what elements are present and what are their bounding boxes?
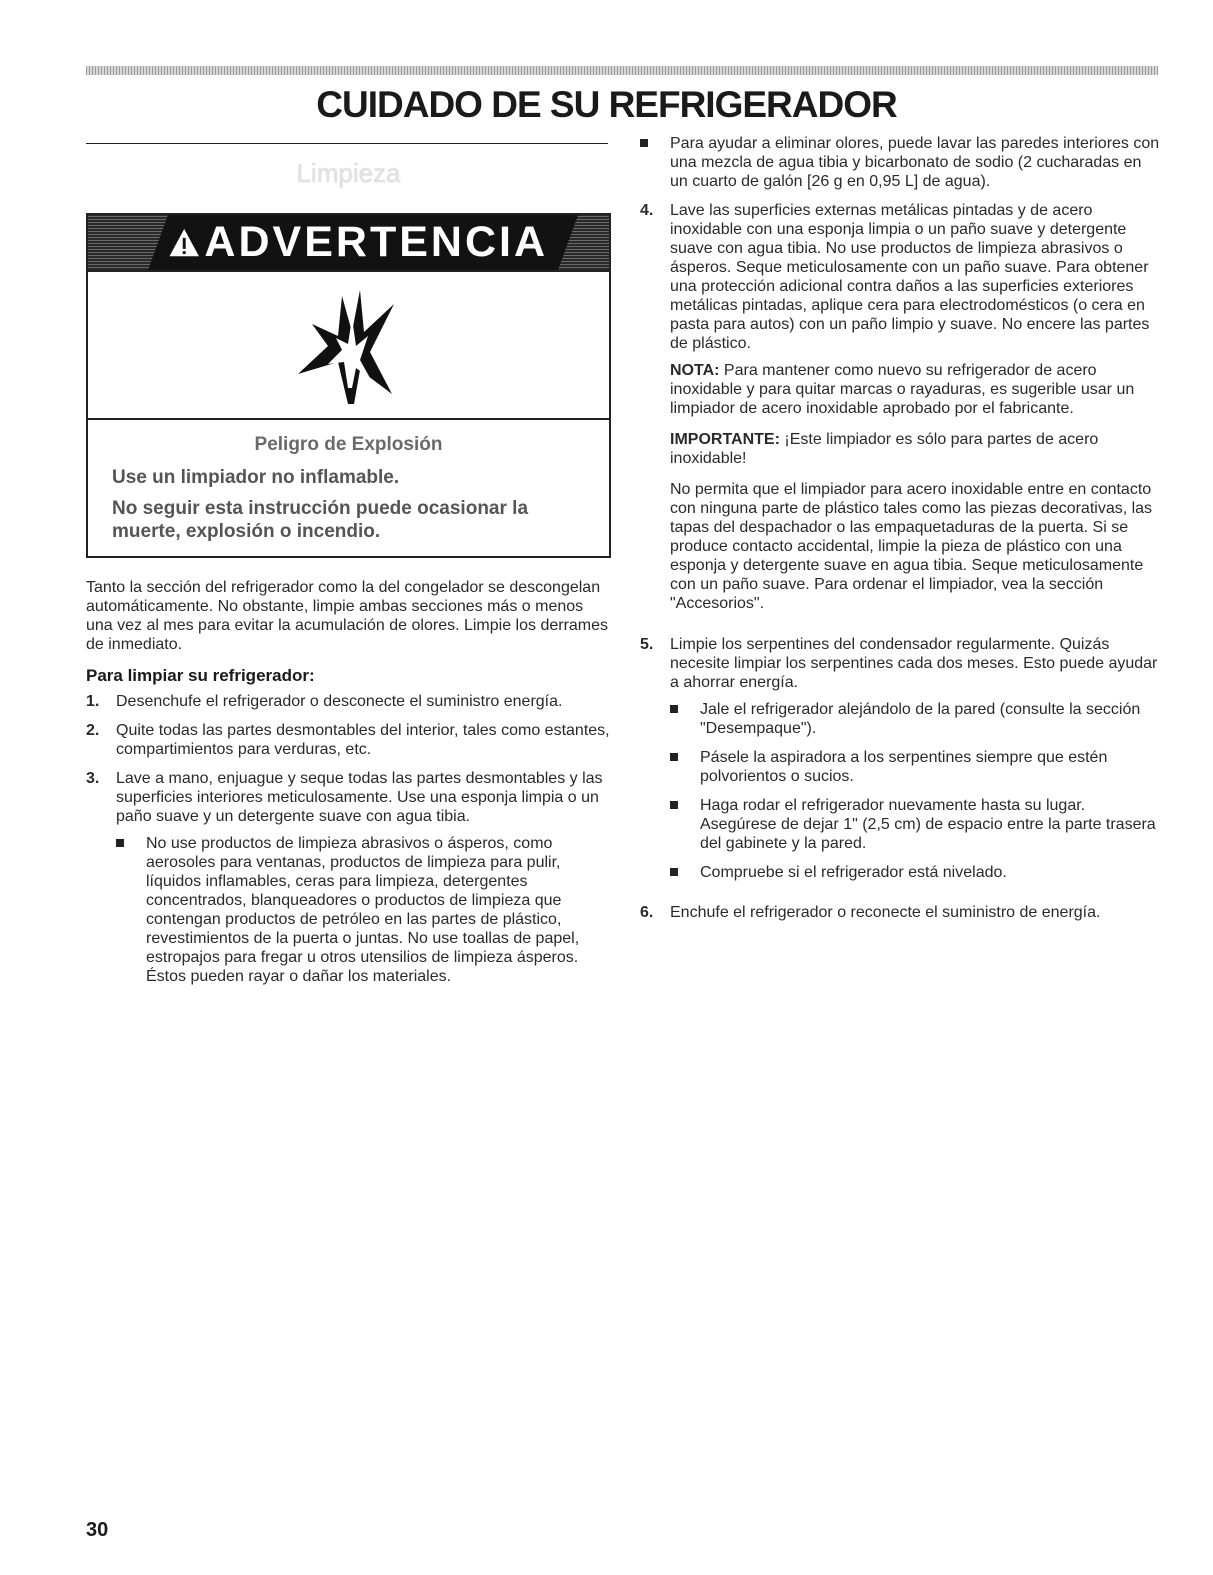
list-item-body: [670, 635, 1160, 893]
warning-header: [88, 215, 609, 270]
bullet-text: No use productos de limpieza abrasivos o ásperos, como aerosoles para ventanas, productos de limpieza para pulir, líquidos inflamables, ceras para limpieza, detergentes concentrados, blanqueadores o productos de limpieza que contengan productos de petróleo en las partes de plástico, revestimientos de la puerta o juntas. No use toallas de papel, estropajos para fregar u otros utensilios de limpieza ásperos. Éstos pueden rayar o dañar los materiales.: [146, 835, 580, 985]
list-item: [640, 635, 1160, 893]
bullet-icon: [670, 796, 700, 853]
warning-box: [86, 213, 611, 558]
bullet-item: [670, 863, 1160, 883]
list-item: [640, 903, 1160, 922]
bullet-item: [116, 834, 611, 986]
bullet-icon: [116, 834, 146, 986]
section-rule: [86, 143, 608, 144]
list-item-body: [670, 201, 1160, 625]
left-column: [86, 143, 611, 1006]
bullet-icon: [670, 700, 700, 738]
list-text: Quite todas las partes desmontables del interior, tales como estantes, compartimientos para verduras, etc.: [116, 722, 610, 758]
warning-label-text: ADVERTENCIA: [204, 218, 548, 266]
list-number: 5.: [640, 636, 654, 653]
bullet-icon: [670, 748, 700, 786]
explosion-icon: [298, 284, 398, 408]
note-label: NOTA:: [670, 362, 720, 379]
list-number: 2.: [86, 722, 100, 739]
list-item: [86, 769, 611, 996]
list-item-body: [116, 769, 611, 996]
bullet-item: [640, 134, 1160, 191]
bullet-item: [670, 796, 1160, 853]
list-number: 3.: [86, 770, 100, 787]
list-number: 6.: [640, 904, 654, 921]
list-text: Lave a mano, enjuague y seque todas las partes desmontables y las superficies interiores meticulosamente. Use una esponja limpia o un paño suave y un detergente suave con agua tibia.: [116, 770, 603, 825]
list-number: 1.: [86, 693, 100, 710]
bullet-text: Compruebe si el refrigerador está nivelado.: [700, 864, 1007, 881]
important-text: ¡Este limpiador es sólo para partes de acero inoxidable!: [670, 431, 1099, 467]
bullet-text: Haga rodar el refrigerador nuevamente hasta su lugar. Asegúrese de dejar 1" (2,5 cm) de espacio entre la parte trasera del gabinete y la pared.: [700, 797, 1156, 852]
warning-instruction: Use un limpiador no inflamable.: [112, 467, 400, 488]
list-item: [86, 692, 611, 711]
top-rule: [86, 66, 1158, 75]
warning-hazard: Peligro de Explosión: [254, 434, 443, 455]
intro-paragraph: Tanto la sección del refrigerador como la del congelador se descongelan automáticamente. No obstante, limpie ambas secciones más o menos una vez al mes para evitar la acumulación de olores. Limpie los derrames de inmediato.: [86, 579, 609, 653]
list-item: [86, 721, 611, 759]
list-text: Lave las superficies externas metálicas pintadas y de acero inoxidable con una esponja limpia o un paño suave y detergente suave con agua tibia. No use productos de limpieza abrasivos o ásperos. Seque meticulosamente con un paño suave. Para obtener una protección adicional contra daños a las superficies exteriores metálicas pintadas, aplique cera para electrodomésticos (o cera en pasta para autos) con un paño limpio y suave. No encere las partes de plástico.: [670, 202, 1150, 352]
page-title: CUIDADO DE SU REFRIGERADOR: [316, 84, 897, 125]
bullet-icon: [640, 134, 670, 191]
warning-triangle-icon: [168, 221, 200, 265]
warning-consequence: No seguir esta instrucción puede ocasionar la muerte, explosión o incendio.: [112, 498, 529, 542]
right-column: [640, 134, 1160, 932]
bullet-text: Pásele la aspiradora a los serpentines siempre que estén polvorientos o sucios.: [700, 749, 1108, 785]
bullet-icon: [670, 863, 700, 883]
warning-label: [168, 218, 548, 267]
warning-image: [88, 270, 609, 420]
important-label: IMPORTANTE:: [670, 431, 780, 448]
section-heading: Limpieza: [296, 158, 401, 188]
bullet-text: Jale el refrigerador alejándolo de la pared (consulte la sección "Desempaque").: [700, 701, 1141, 737]
stainless-paragraph: No permita que el limpiador para acero inoxidable entre en contacto con ninguna parte de plástico tales como las piezas decorativas, las tapas del despachador o las empaquetaduras de la puerta. Si se produce contacto accidental, limpie la pieza de plástico con una esponja y detergente suave en agua tibia. Seque meticulosamente con un paño suave. Para ordenar el limpiador, vea la sección "Accesorios".: [670, 481, 1153, 612]
list-text: Enchufe el refrigerador o reconecte el suministro de energía.: [670, 904, 1101, 921]
bullet-item: [670, 748, 1160, 786]
sub-heading: Para limpiar su refrigerador:: [86, 666, 315, 685]
important-paragraph: [670, 430, 1160, 468]
warning-text: [88, 420, 609, 556]
note-paragraph: [670, 361, 1160, 418]
list-text: Limpie los serpentines del condensador regularmente. Quizás necesite limpiar los serpentines cada dos meses. Esto puede ayudar a ahorrar energía.: [670, 636, 1158, 691]
list-text: Desenchufe el refrigerador o desconecte el suministro energía.: [116, 693, 563, 710]
bullet-item: [670, 700, 1160, 738]
list-item: [640, 201, 1160, 625]
bullet-text: Para ayudar a eliminar olores, puede lavar las paredes interiores con una mezcla de agua tibia y bicarbonato de sodio (2 cucharadas en un cuarto de galón [26 g en 0,95 L] de agua).: [670, 135, 1160, 190]
list-number: 4.: [640, 202, 654, 219]
note-text: Para mantener como nuevo su refrigerador de acero inoxidable y para quitar marcas o rayaduras, es sugerible usar un limpiador de acero inoxidable aprobado por el fabricante.: [670, 362, 1135, 417]
page-number: 30: [86, 1519, 109, 1541]
